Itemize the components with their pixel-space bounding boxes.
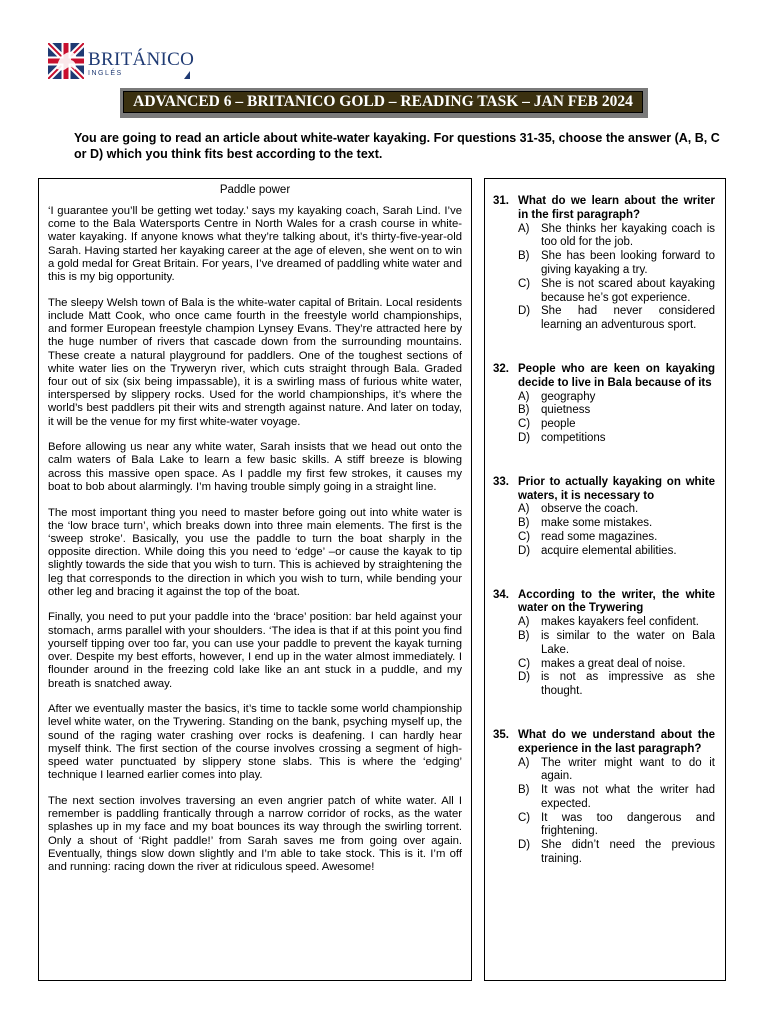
answer-option-d[interactable] bbox=[518, 305, 715, 333]
option-letter: D) bbox=[518, 431, 531, 444]
option-text: make some mistakes. bbox=[541, 517, 653, 530]
option-text: people bbox=[541, 418, 576, 431]
option-text: is similar to the water on Bala Lake. bbox=[541, 629, 715, 656]
option-text: She thinks her kayaking coach is too old for the job. bbox=[541, 222, 715, 249]
answer-option-b[interactable] bbox=[518, 404, 715, 418]
union-jack-lion-icon bbox=[48, 43, 84, 79]
option-letter: C) bbox=[518, 530, 531, 543]
option-letter: B) bbox=[518, 250, 530, 263]
option-text: She had never considered learning an adventurous sport. bbox=[541, 305, 715, 332]
task-instructions: You are going to read an article about white-water kayaking. For questions 31-35, choose the answer (A, B, C or D) which you think fits best according to the text. bbox=[74, 131, 720, 161]
question-stem: What do we understand about the experience in the last paragraph? bbox=[518, 728, 715, 755]
option-letter: B) bbox=[518, 517, 530, 530]
option-letter: A) bbox=[518, 390, 530, 403]
article-paragraph: After we eventually master the basics, it’s time to tackle some world championship level white water, on the Trywering. Standing on the bank, psyching myself up, the sound of the raging water crashing over rocks is deafening. I can hardly hear myself think. The first section of the course involves crossing a segment of high-speed water punctuated by slippery stone slabs. This is where the ‘edging’ technique I learned earlier comes into play. bbox=[48, 703, 462, 782]
answer-option-c[interactable] bbox=[518, 658, 715, 672]
option-text: observe the coach. bbox=[541, 503, 639, 516]
question-stem: People who are keen on kayaking decide to live in Bala because of its bbox=[518, 362, 715, 389]
answer-option-a[interactable] bbox=[518, 503, 715, 517]
option-letter: B) bbox=[518, 629, 530, 642]
logo-subtitle: INGLÉS bbox=[88, 70, 123, 77]
option-text: is not as impressive as she thought. bbox=[541, 671, 715, 698]
option-letter: A) bbox=[518, 222, 530, 235]
option-text: It was too dangerous and frightening. bbox=[541, 811, 715, 838]
logo-wordmark: BRITÁNICO bbox=[88, 49, 195, 70]
answer-option-a[interactable] bbox=[518, 616, 715, 630]
option-letter: A) bbox=[518, 503, 530, 516]
article-paragraph: The next section involves traversing an even angrier patch of white water. All I remember is paddling frantically through a narrow corridor of rocks, as the water splashes up in my face and my boat bounces its way through the swirling torrent. Only a shout of ‘Right paddle!’ from Sarah saves me from going over again. Eventually, things slow down slightly and I’m able to take stock. This is it. I’m off and running: racing down the river at ridiculous speed. Awesome! bbox=[48, 794, 462, 873]
article-paragraph: Finally, you need to put your paddle into the ‘brace’ position: bar held against your stomach, arms parallel with your shoulders. ‘The idea is that if at this point you find yourself tipping over too far, you can use your paddle to prevent the kayak turning over. Despite my best efforts, however, I end up in the water almost immediately. I flounder around in the freezing cold lake like an ant stuck in a puddle, and my breath is snatched away. bbox=[48, 611, 462, 690]
page-title: ADVANCED 6 – BRITANICO GOLD – READING TASK – JAN FEB 2024 bbox=[133, 93, 633, 110]
option-text: The writer might want to do it again. bbox=[541, 756, 715, 783]
question-31 bbox=[493, 195, 715, 333]
option-letter: D) bbox=[518, 839, 531, 852]
question-35 bbox=[493, 729, 715, 867]
option-letter: D) bbox=[518, 544, 531, 557]
option-text: read some magazines. bbox=[541, 530, 658, 543]
answer-option-b[interactable] bbox=[518, 250, 715, 278]
option-letter: C) bbox=[518, 657, 531, 670]
option-text: She didn’t need the previous training. bbox=[541, 839, 715, 866]
option-text: It was not what the writer had expected. bbox=[541, 784, 715, 810]
option-letter: C) bbox=[518, 418, 531, 431]
question-stem: According to the writer, the white water on the Trywering bbox=[518, 588, 715, 615]
answer-option-a[interactable] bbox=[518, 391, 715, 405]
answer-option-c[interactable] bbox=[518, 531, 715, 545]
questions-panel bbox=[484, 178, 726, 981]
option-letter: A) bbox=[518, 756, 530, 769]
article-paragraph: The sleepy Welsh town of Bala is the white-water capital of Britain. Local residents include Matt Cook, who once came fourth in the freestyle world championships, and former European freestyle champion Lynsey Evans. They’re attracted here by the huge number of rivers that cascade down from the surrounding mountains. These create a natural playground for paddlers. One of the toughest sections of white water lies on the Tryweryn river, which cuts straight through Bala. Graded four out of six (six being impassable), it is a swirling mass of furious white water, interspersed by slippery rocks. Used for the world championships, it’s where the world’s best paddlers pit their wits and strength against nature. And later on today, it will be the venue for my first white-water voyage. bbox=[48, 296, 462, 428]
article-paragraph: The most important thing you need to master before going out into white water is the ‘low brace turn’, which breaks down into three main elements. The first is the ‘sweep stroke’. Basically, you use the paddle to turn the boat sharply in the opposite direction. While doing this you need to ‘edge’ –or cause the kayak to tip slightly towards the side that you wish to turn. This is achieved by straightening the leg that corresponds to the direction in which you wish to turn, while bending your other leg and bracing it against the top of the boat. bbox=[48, 506, 462, 598]
answer-option-a[interactable] bbox=[518, 223, 715, 251]
question-number: 33. bbox=[493, 475, 509, 488]
option-text: She is not scared about kayaking because he’s got experience. bbox=[541, 277, 715, 304]
answer-option-a[interactable] bbox=[518, 757, 715, 785]
option-text: competitions bbox=[541, 431, 606, 444]
option-letter: D) bbox=[518, 305, 531, 318]
answer-option-d[interactable] bbox=[518, 839, 715, 867]
question-34 bbox=[493, 589, 715, 699]
answer-option-b[interactable] bbox=[518, 517, 715, 531]
option-text: She has been looking forward to giving kayaking a try. bbox=[541, 250, 715, 276]
article-paragraph: ‘I guarantee you’ll be getting wet today.’ says my kayaking coach, Sarah Lind. I’ve come to the Bala Watersports Centre in North Wales for a crash course in white-water kayaking. If anyone knows what they’re talking about, it’s thirty-five-year-old Sarah. Having started her kayaking career at the age of eleven, she went on to win a gold medal for Great Britain. For years, I’ve dreamed of paddling white water and this is my big opportunity. bbox=[48, 205, 462, 284]
logo-triangle-icon bbox=[184, 71, 190, 79]
option-text: quietness bbox=[541, 404, 591, 417]
answer-option-c[interactable] bbox=[518, 418, 715, 432]
option-letter: C) bbox=[518, 811, 531, 824]
option-letter: A) bbox=[518, 616, 530, 629]
question-stem: Prior to actually kayaking on white waters, it is necessary to bbox=[518, 475, 715, 502]
answer-option-d[interactable] bbox=[518, 432, 715, 446]
britanico-logo bbox=[48, 43, 198, 83]
question-33 bbox=[493, 476, 715, 559]
question-stem: What do we learn about the writer in the first paragraph? bbox=[518, 195, 715, 221]
title-banner bbox=[120, 88, 648, 118]
answer-option-d[interactable] bbox=[518, 545, 715, 559]
question-32 bbox=[493, 363, 715, 446]
question-number: 31. bbox=[493, 195, 509, 207]
option-letter: B) bbox=[518, 404, 530, 417]
option-letter: D) bbox=[518, 671, 531, 684]
article-title: Paddle power bbox=[219, 184, 291, 196]
answer-option-c[interactable] bbox=[518, 278, 715, 306]
answer-option-b[interactable] bbox=[518, 630, 715, 658]
question-number: 32. bbox=[493, 362, 509, 375]
question-number: 34. bbox=[493, 588, 509, 601]
question-number: 35. bbox=[493, 728, 509, 741]
option-text: geography bbox=[541, 390, 596, 403]
option-text: makes kayakers feel confident. bbox=[541, 616, 699, 629]
article-panel bbox=[38, 178, 472, 981]
option-letter: B) bbox=[518, 784, 530, 797]
answer-option-d[interactable] bbox=[518, 671, 715, 699]
option-text: acquire elemental abilities. bbox=[541, 544, 677, 557]
article-paragraph: Before allowing us near any white water, Sarah insists that we head out onto the calm waters of Bala Lake to learn a few basic skills. A stiff breeze is blowing across this massive open space. As I paddle my first few strokes, it causes my boat to bob about alarmingly. I’m having trouble simply going in a straight line. bbox=[48, 441, 462, 493]
answer-option-c[interactable] bbox=[518, 812, 715, 840]
option-letter: C) bbox=[518, 277, 531, 290]
answer-option-b[interactable] bbox=[518, 784, 715, 812]
option-text: makes a great deal of noise. bbox=[541, 657, 686, 670]
